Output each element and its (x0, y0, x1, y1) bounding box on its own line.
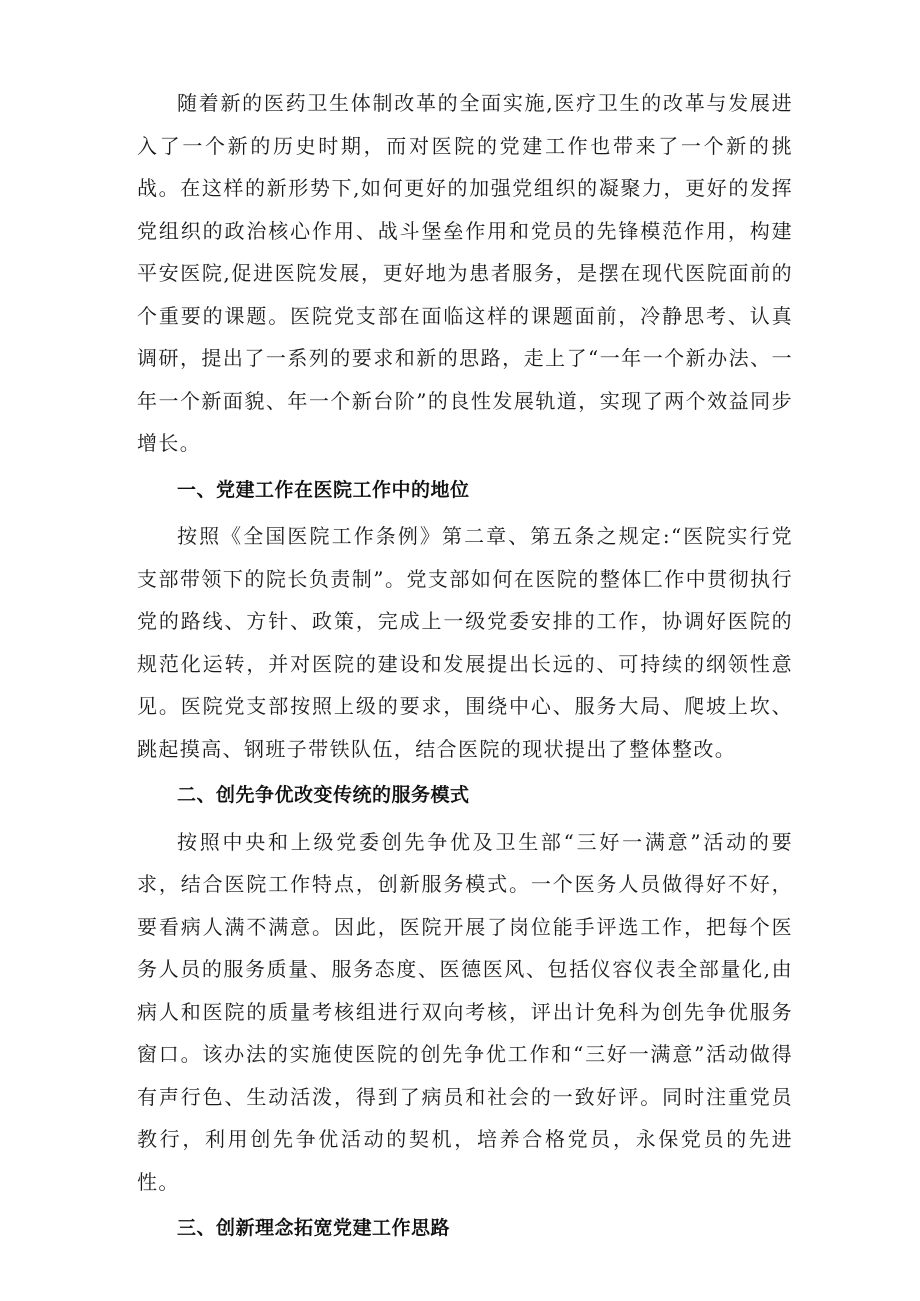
intro-paragraph: 随着新的医药卫生体制改革的全面实施,医疗卫生的改革与发展进入了一个新的历史时期，而对医院的党建工作也带来了一个新的挑战。在这样的新形势下,如何更好的加强党组织的凝聚力，更好的发挥党组织的政治核心作用、战斗堡垒作用和党员的先锋模范作用，构建平安医院,促进医院发展，更好地为患者服务，是摆在现代医院面前的个重要的课题。医院党支部在面临这样的课题面前，冷静思考、认真调研，提出了一系列的要求和新的思路，走上了“一年一个新办法、一年一个新面貌、年一个新台阶”的良性发展轨道，实现了两个效益同步增长。 (137, 91, 793, 455)
section-2-paragraph: 按照中央和上级党委创先争优及卫生部“三好一满意”活动的要求，结合医院工作特点，创新服务模式。一个医务人员做得好不好，要看病人满不满意。因此，医院开展了岗位能手评选工作，把每个医务人员的服务质量、服务态度、医德医风、包括仪容仪表全部量化,由病人和医院的质量考核组进行双向考核，评出计免科为创先争优服务窗口。该办法的实施使医院的创先争优工作和“三好一满意”活动做得有声行色、生动活泼，得到了病员和社会的一致好评。同时注重党员教行，利用创先争优活动的契机，培养合格党员，永保党员的先进性。 (137, 829, 793, 1194)
section-1-paragraph: 按照《全国医院工作条例》第二章、第五条之规定:“医院实行党支部带领下的院长负责制”。党支部如何在医院的整体匚作中贯彻执行党的路线、方针、政策，完成上一级党委安排的工作，协调好医院的规范化运转，并对医院的建设和发展提出长远的、可持续的纲领性意见。医院党支部按照上级的要求，围绕中心、服务大局、爬坡上坎、跳起摸高、钢班子带铁队伍，结合医院的现状提出了整体整改。 (137, 524, 793, 761)
section-heading-1: 一、党建工作在医院工作中的地位 (177, 478, 470, 501)
section-heading-2: 二、创先争优改变传统的服务模式 (177, 784, 470, 806)
document-body (137, 82, 793, 1254)
section-heading-3: 三、创新理念拓宽党建工作思路 (177, 1217, 451, 1239)
